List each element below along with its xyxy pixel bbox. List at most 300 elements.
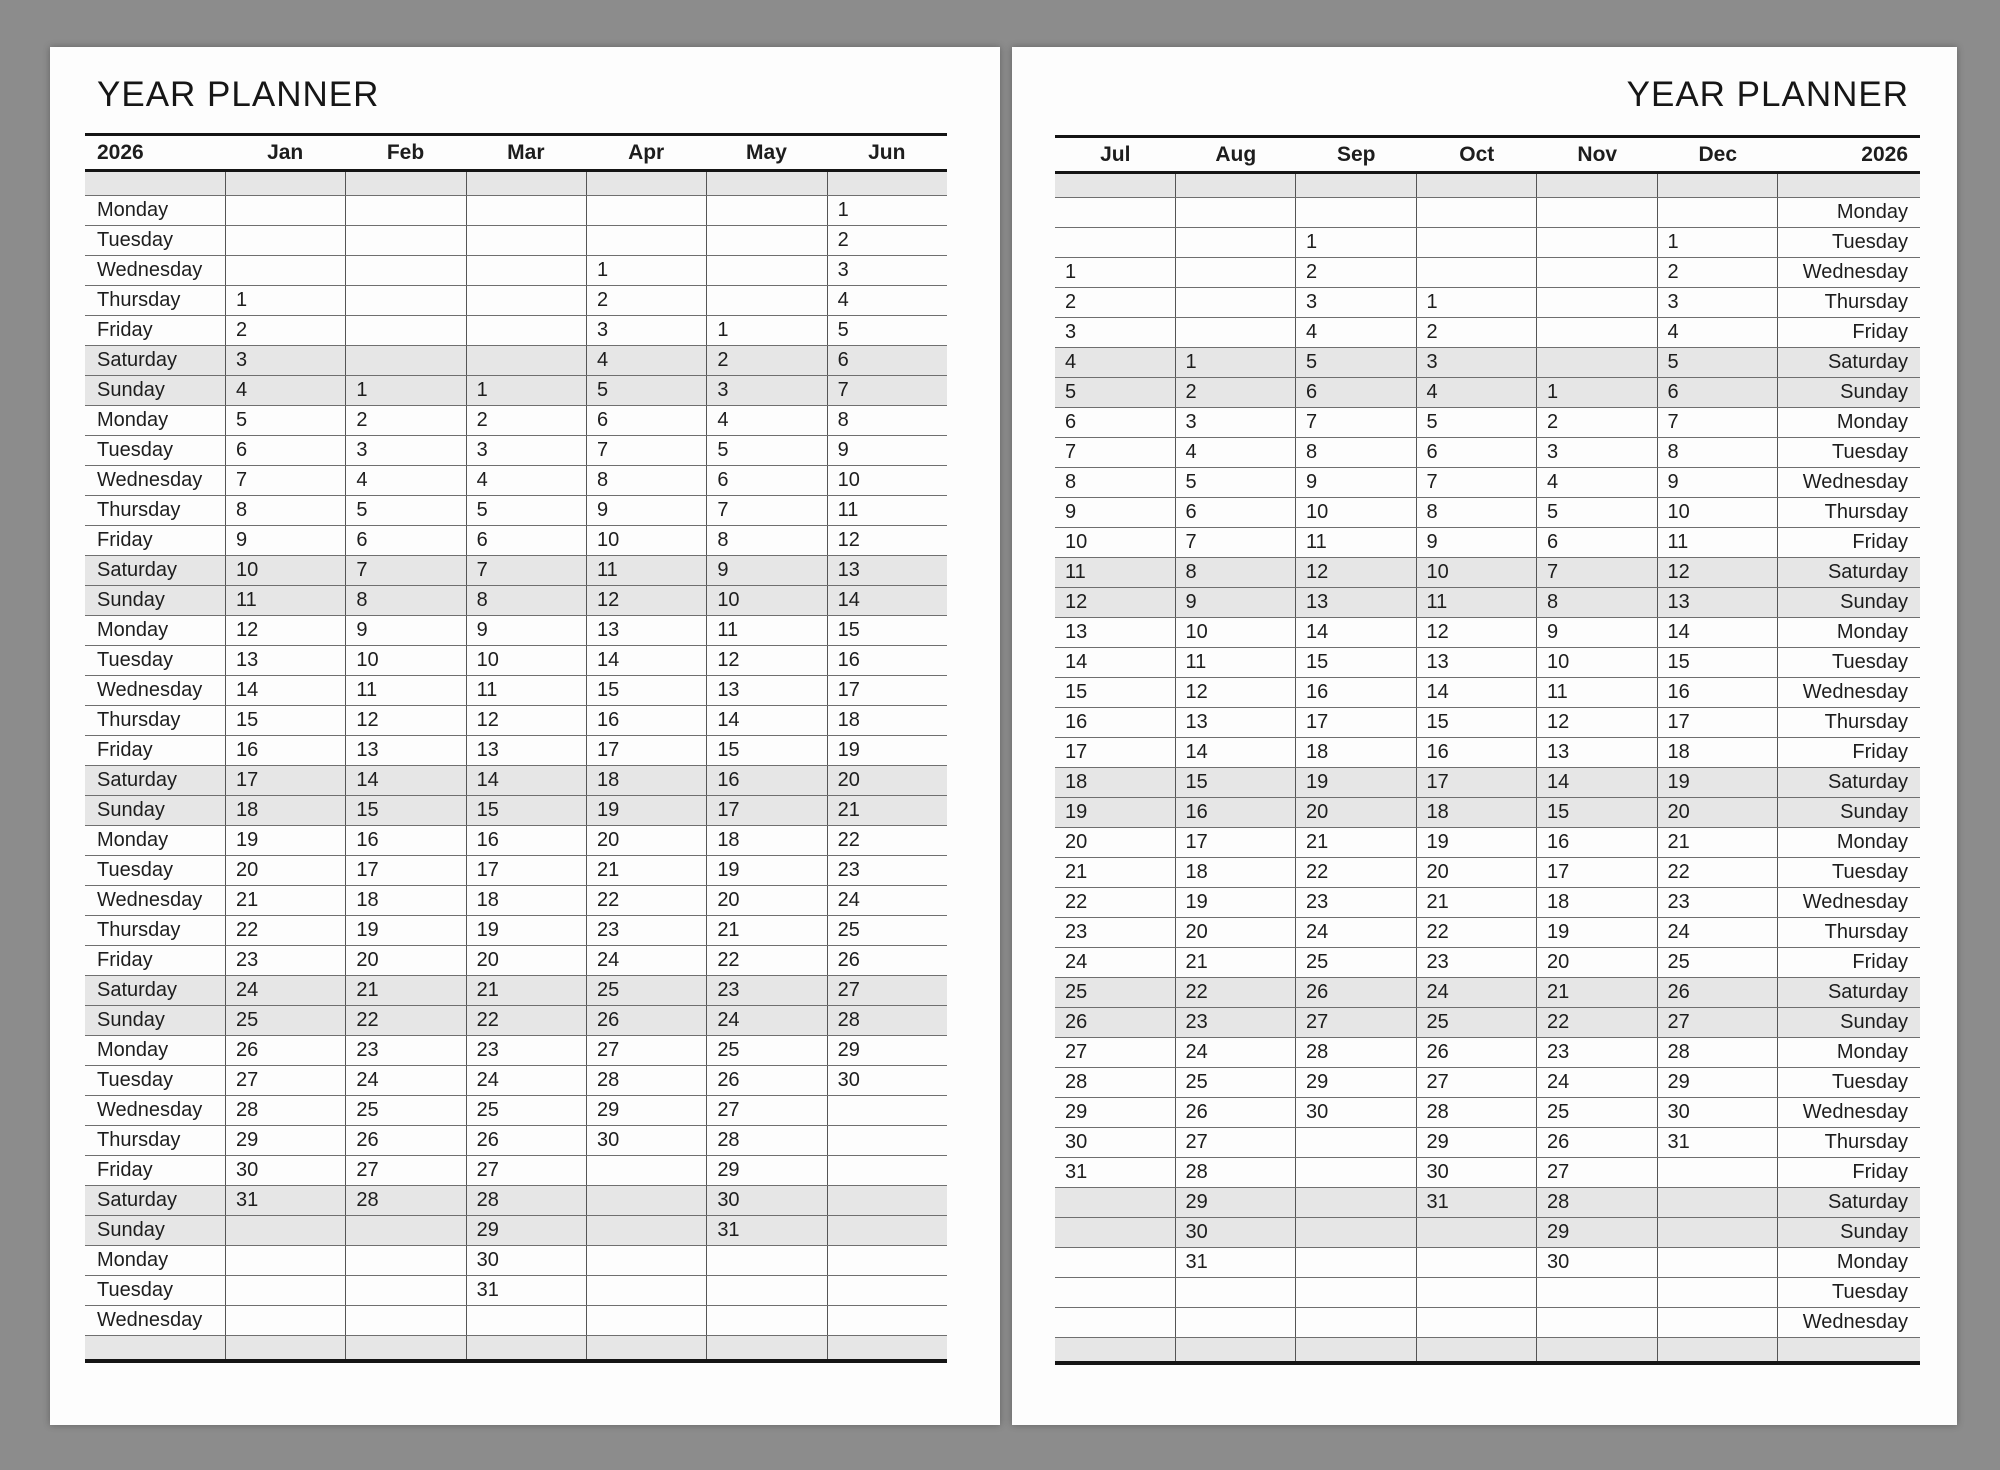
date-cell: 1: [225, 286, 345, 315]
date-cell: 9: [1658, 468, 1779, 497]
date-cell: 31: [1055, 1158, 1176, 1187]
planner-row: [1055, 1278, 1920, 1308]
date-cell: 13: [706, 676, 826, 705]
date-cell: [1296, 198, 1417, 227]
day-label: Sunday: [97, 589, 165, 611]
planner-row: [1055, 198, 1920, 228]
date-cell: 22: [1658, 858, 1779, 887]
date-cell: [1296, 1338, 1417, 1361]
date-cell: [345, 346, 465, 375]
date-cell: 24: [1055, 948, 1176, 977]
planner-page-jul-dec: [1012, 47, 1957, 1425]
date-cell: 8: [225, 496, 345, 525]
date-cell: 30: [1055, 1128, 1176, 1157]
date-cell: 12: [827, 526, 947, 555]
date-cell: [1055, 1188, 1176, 1217]
day-label: Thursday: [1824, 711, 1908, 733]
date-cell: 19: [466, 916, 586, 945]
date-cell: 10: [827, 466, 947, 495]
date-cell: 15: [1537, 798, 1658, 827]
date-cell: 1: [706, 316, 826, 345]
date-cell: 13: [827, 556, 947, 585]
date-cell: 3: [1055, 318, 1176, 347]
date-cell: [1417, 174, 1538, 197]
date-cell: [1055, 1278, 1176, 1307]
spacer-row: [85, 1336, 947, 1359]
date-cell: 15: [706, 736, 826, 765]
date-cell: 21: [1417, 888, 1538, 917]
date-cell: 5: [1658, 348, 1779, 377]
date-cell: 17: [1055, 738, 1176, 767]
day-label: Tuesday: [97, 229, 173, 251]
date-cell: 26: [1537, 1128, 1658, 1157]
date-cell: 15: [1176, 768, 1297, 797]
date-cell: 17: [706, 796, 826, 825]
day-label: Wednesday: [97, 1309, 203, 1331]
date-cell: 2: [1176, 378, 1297, 407]
date-cell: 24: [1176, 1038, 1297, 1067]
date-cell: 31: [1417, 1188, 1538, 1217]
date-cell: 20: [827, 766, 947, 795]
date-cell: 17: [466, 856, 586, 885]
day-label: Monday: [1836, 621, 1908, 643]
date-cell: 23: [466, 1036, 586, 1065]
date-cell: 10: [345, 646, 465, 675]
date-cell: 14: [706, 706, 826, 735]
date-cell: 22: [706, 946, 826, 975]
date-cell: 18: [1537, 888, 1658, 917]
day-label: Friday: [1852, 1161, 1908, 1183]
date-cell: 16: [345, 826, 465, 855]
date-cell: 10: [466, 646, 586, 675]
date-cell: 23: [1537, 1038, 1658, 1067]
date-cell: 1: [1537, 378, 1658, 407]
date-cell: 14: [1537, 768, 1658, 797]
date-cell: [706, 196, 826, 225]
date-cell: [1658, 1188, 1779, 1217]
planner-row: [1055, 588, 1920, 618]
day-label: Monday: [1836, 831, 1908, 853]
month-label: Mar: [507, 140, 545, 164]
date-cell: [1658, 1218, 1779, 1247]
date-cell: 3: [1176, 408, 1297, 437]
date-cell: [586, 226, 706, 255]
day-label: [1778, 174, 1920, 197]
date-cell: 7: [1176, 528, 1297, 557]
date-cell: 17: [1417, 768, 1538, 797]
planner-row: [1055, 1158, 1920, 1188]
date-cell: 15: [225, 706, 345, 735]
date-cell: 15: [827, 616, 947, 645]
planner-row: [1055, 1188, 1920, 1218]
date-cell: 15: [1296, 648, 1417, 677]
date-cell: [827, 1156, 947, 1185]
day-label: Saturday: [1827, 1191, 1908, 1213]
date-cell: 2: [1658, 258, 1779, 287]
date-cell: 13: [586, 616, 706, 645]
date-cell: 29: [1417, 1128, 1538, 1157]
date-cell: 21: [1537, 978, 1658, 1007]
date-cell: 21: [1176, 948, 1297, 977]
planner-row: [1055, 978, 1920, 1008]
date-cell: 30: [466, 1246, 586, 1275]
day-label: Tuesday: [1832, 231, 1908, 253]
day-label: Sunday: [1840, 381, 1908, 403]
date-cell: [706, 1246, 826, 1275]
date-cell: 4: [827, 286, 947, 315]
date-cell: 17: [345, 856, 465, 885]
date-cell: 4: [1296, 318, 1417, 347]
date-cell: 26: [827, 946, 947, 975]
planner-row: [85, 406, 947, 436]
planner-row: [1055, 378, 1920, 408]
date-cell: 20: [1296, 798, 1417, 827]
date-cell: 5: [1176, 468, 1297, 497]
month-label: Aug: [1215, 142, 1257, 166]
date-cell: 26: [1055, 1008, 1176, 1037]
date-cell: 11: [706, 616, 826, 645]
planner-row: [85, 946, 947, 976]
date-cell: [827, 1126, 947, 1155]
date-cell: 20: [586, 826, 706, 855]
date-cell: 6: [1296, 378, 1417, 407]
date-cell: [1296, 1128, 1417, 1157]
date-cell: 21: [586, 856, 706, 885]
date-cell: [1296, 1158, 1417, 1187]
planner-row: [85, 1276, 947, 1306]
date-cell: 27: [345, 1156, 465, 1185]
date-cell: 11: [1055, 558, 1176, 587]
date-cell: 29: [1658, 1068, 1779, 1097]
planner-row: [1055, 1218, 1920, 1248]
date-cell: 19: [225, 826, 345, 855]
date-cell: 20: [466, 946, 586, 975]
date-cell: 26: [1296, 978, 1417, 1007]
date-cell: 23: [706, 976, 826, 1005]
date-cell: 25: [466, 1096, 586, 1125]
date-cell: 6: [1537, 528, 1658, 557]
spacer-row: [1055, 1338, 1920, 1361]
planner-grid-jan-jun: [85, 133, 947, 1363]
day-label: Tuesday: [1832, 1071, 1908, 1093]
date-cell: 13: [225, 646, 345, 675]
month-header-row: [85, 136, 947, 172]
date-cell: 9: [827, 436, 947, 465]
day-label: Monday: [1836, 1041, 1908, 1063]
page-title: YEAR PLANNER: [97, 75, 380, 114]
date-cell: 31: [1658, 1128, 1779, 1157]
day-label: Wednesday: [1802, 471, 1908, 493]
date-cell: 11: [586, 556, 706, 585]
planner-row: [1055, 918, 1920, 948]
day-label: [1778, 1338, 1920, 1361]
date-cell: 7: [706, 496, 826, 525]
date-cell: 3: [1537, 438, 1658, 467]
date-cell: 27: [706, 1096, 826, 1125]
date-cell: 8: [1296, 438, 1417, 467]
date-cell: 6: [466, 526, 586, 555]
month-header-row: [1055, 138, 1920, 174]
date-cell: 13: [1296, 588, 1417, 617]
date-cell: 10: [225, 556, 345, 585]
planner-row: [85, 706, 947, 736]
planner-row: [85, 316, 947, 346]
date-cell: [345, 196, 465, 225]
date-cell: 10: [1658, 498, 1779, 527]
date-cell: 27: [466, 1156, 586, 1185]
date-cell: [1176, 288, 1297, 317]
date-cell: [345, 1216, 465, 1245]
date-cell: 25: [706, 1036, 826, 1065]
date-cell: 8: [1417, 498, 1538, 527]
date-cell: 20: [1658, 798, 1779, 827]
date-cell: 3: [1417, 348, 1538, 377]
date-cell: 23: [345, 1036, 465, 1065]
date-cell: 5: [1055, 378, 1176, 407]
planner-row: [85, 616, 947, 646]
planner-row: [1055, 948, 1920, 978]
day-label: Monday: [97, 1039, 169, 1061]
day-label: Monday: [1836, 1251, 1908, 1273]
date-cell: 17: [1658, 708, 1779, 737]
date-cell: 10: [1176, 618, 1297, 647]
date-cell: 11: [225, 586, 345, 615]
day-label: Friday: [1852, 741, 1908, 763]
date-cell: [1176, 318, 1297, 347]
date-cell: 6: [1658, 378, 1779, 407]
date-cell: 9: [466, 616, 586, 645]
date-cell: 19: [1296, 768, 1417, 797]
date-cell: [586, 172, 706, 195]
date-cell: 27: [1055, 1038, 1176, 1067]
planner-row: [85, 226, 947, 256]
date-cell: 4: [1055, 348, 1176, 377]
date-cell: [1417, 1248, 1538, 1277]
date-cell: 8: [1176, 558, 1297, 587]
date-cell: [1296, 1278, 1417, 1307]
date-cell: [345, 172, 465, 195]
date-cell: 16: [827, 646, 947, 675]
date-cell: 24: [827, 886, 947, 915]
date-cell: 24: [466, 1066, 586, 1095]
planner-row: [85, 886, 947, 916]
day-label: Saturday: [1827, 351, 1908, 373]
planner-row: [1055, 528, 1920, 558]
date-cell: 27: [225, 1066, 345, 1095]
date-cell: 28: [1537, 1188, 1658, 1217]
day-label: Friday: [97, 1159, 153, 1181]
planner-row: [1055, 1008, 1920, 1038]
date-cell: 20: [1055, 828, 1176, 857]
date-cell: 11: [827, 496, 947, 525]
date-cell: [706, 226, 826, 255]
date-cell: 2: [586, 286, 706, 315]
month-label: Sep: [1336, 142, 1376, 166]
date-cell: 28: [345, 1186, 465, 1215]
date-cell: 31: [1176, 1248, 1297, 1277]
date-cell: 9: [345, 616, 465, 645]
planner-row: [1055, 468, 1920, 498]
date-cell: [1658, 1248, 1779, 1277]
date-cell: 2: [225, 316, 345, 345]
date-cell: 11: [1417, 588, 1538, 617]
date-cell: 30: [706, 1186, 826, 1215]
date-cell: 30: [1658, 1098, 1779, 1127]
date-cell: [827, 172, 947, 195]
date-cell: [1537, 174, 1658, 197]
date-cell: [466, 196, 586, 225]
planner-row: [1055, 228, 1920, 258]
date-cell: 10: [586, 526, 706, 555]
day-label: Sunday: [1840, 801, 1908, 823]
month-label: May: [746, 140, 787, 164]
date-cell: [1417, 198, 1538, 227]
date-cell: 6: [225, 436, 345, 465]
day-label: Tuesday: [97, 859, 173, 881]
date-cell: 25: [1055, 978, 1176, 1007]
date-cell: 18: [466, 886, 586, 915]
date-cell: [827, 1306, 947, 1335]
date-cell: 2: [466, 406, 586, 435]
day-label: Thursday: [97, 709, 181, 731]
date-cell: 30: [1417, 1158, 1538, 1187]
date-cell: 4: [1537, 468, 1658, 497]
planner-row: [1055, 768, 1920, 798]
date-cell: 25: [345, 1096, 465, 1125]
date-cell: [1658, 174, 1779, 197]
date-cell: 14: [225, 676, 345, 705]
date-cell: 20: [225, 856, 345, 885]
planner-row: [1055, 438, 1920, 468]
date-cell: 28: [225, 1096, 345, 1125]
date-cell: 27: [1658, 1008, 1779, 1037]
date-cell: 28: [1055, 1068, 1176, 1097]
date-cell: [1658, 1308, 1779, 1337]
date-cell: 26: [586, 1006, 706, 1035]
date-cell: 29: [1176, 1188, 1297, 1217]
date-cell: 3: [827, 256, 947, 285]
date-cell: 7: [225, 466, 345, 495]
date-cell: 18: [1176, 858, 1297, 887]
date-cell: [466, 286, 586, 315]
date-cell: 13: [1176, 708, 1297, 737]
date-cell: 9: [1055, 498, 1176, 527]
date-cell: 6: [345, 526, 465, 555]
date-cell: 1: [1417, 288, 1538, 317]
date-cell: 26: [1658, 978, 1779, 1007]
day-label: Tuesday: [97, 1069, 173, 1091]
date-cell: [1658, 1158, 1779, 1187]
date-cell: [1296, 174, 1417, 197]
date-cell: 24: [1296, 918, 1417, 947]
date-cell: 12: [225, 616, 345, 645]
date-cell: [1296, 1308, 1417, 1337]
day-label: Friday: [97, 739, 153, 761]
planner-row: [85, 826, 947, 856]
date-cell: 5: [827, 316, 947, 345]
planner-row: [85, 736, 947, 766]
date-cell: 21: [1296, 828, 1417, 857]
date-cell: 22: [1176, 978, 1297, 1007]
date-cell: 12: [706, 646, 826, 675]
date-cell: [1417, 228, 1538, 257]
date-cell: [586, 1276, 706, 1305]
date-cell: [345, 286, 465, 315]
date-cell: 1: [586, 256, 706, 285]
date-cell: 22: [827, 826, 947, 855]
date-cell: 4: [1417, 378, 1538, 407]
planner-row: [85, 286, 947, 316]
date-cell: 1: [1055, 258, 1176, 287]
planner-row: [85, 256, 947, 286]
date-cell: 8: [345, 586, 465, 615]
day-label: Wednesday: [97, 1099, 203, 1121]
date-cell: 8: [827, 406, 947, 435]
planner-row: [85, 1126, 947, 1156]
date-cell: 17: [1176, 828, 1297, 857]
date-cell: 22: [586, 886, 706, 915]
planner-row: [85, 1066, 947, 1096]
planner-row: [85, 916, 947, 946]
date-cell: 10: [706, 586, 826, 615]
date-cell: 8: [1658, 438, 1779, 467]
planner-row: [1055, 318, 1920, 348]
date-cell: [466, 1336, 586, 1359]
date-cell: 15: [586, 676, 706, 705]
date-cell: 24: [706, 1006, 826, 1035]
date-cell: [1176, 1338, 1297, 1361]
date-cell: 25: [1176, 1068, 1297, 1097]
month-label: Jun: [868, 140, 906, 164]
date-cell: 12: [1417, 618, 1538, 647]
date-cell: 25: [1296, 948, 1417, 977]
planner-row: [85, 1096, 947, 1126]
date-cell: 1: [1296, 228, 1417, 257]
date-cell: [1537, 1338, 1658, 1361]
date-cell: 21: [827, 796, 947, 825]
date-cell: [345, 1246, 465, 1275]
day-label: Wednesday: [97, 889, 203, 911]
date-cell: 14: [586, 646, 706, 675]
year-label: 2026: [97, 140, 144, 164]
date-cell: 18: [1417, 798, 1538, 827]
date-cell: 23: [827, 856, 947, 885]
date-cell: 18: [1658, 738, 1779, 767]
planner-row: [85, 526, 947, 556]
date-cell: [1176, 228, 1297, 257]
date-cell: [1417, 1278, 1538, 1307]
date-cell: 26: [706, 1066, 826, 1095]
date-cell: 28: [1296, 1038, 1417, 1067]
date-cell: 27: [1296, 1008, 1417, 1037]
month-label: Nov: [1577, 142, 1618, 166]
date-cell: 11: [345, 676, 465, 705]
date-cell: 26: [466, 1126, 586, 1155]
date-cell: 2: [1537, 408, 1658, 437]
date-cell: 7: [1658, 408, 1779, 437]
date-cell: 22: [345, 1006, 465, 1035]
day-label: Thursday: [1824, 921, 1908, 943]
date-cell: 27: [1537, 1158, 1658, 1187]
date-cell: 10: [1296, 498, 1417, 527]
date-cell: [827, 1246, 947, 1275]
date-cell: 9: [1296, 468, 1417, 497]
date-cell: [1055, 1308, 1176, 1337]
date-cell: 12: [1537, 708, 1658, 737]
planner-row: [85, 496, 947, 526]
date-cell: [466, 346, 586, 375]
day-label: Saturday: [1827, 981, 1908, 1003]
